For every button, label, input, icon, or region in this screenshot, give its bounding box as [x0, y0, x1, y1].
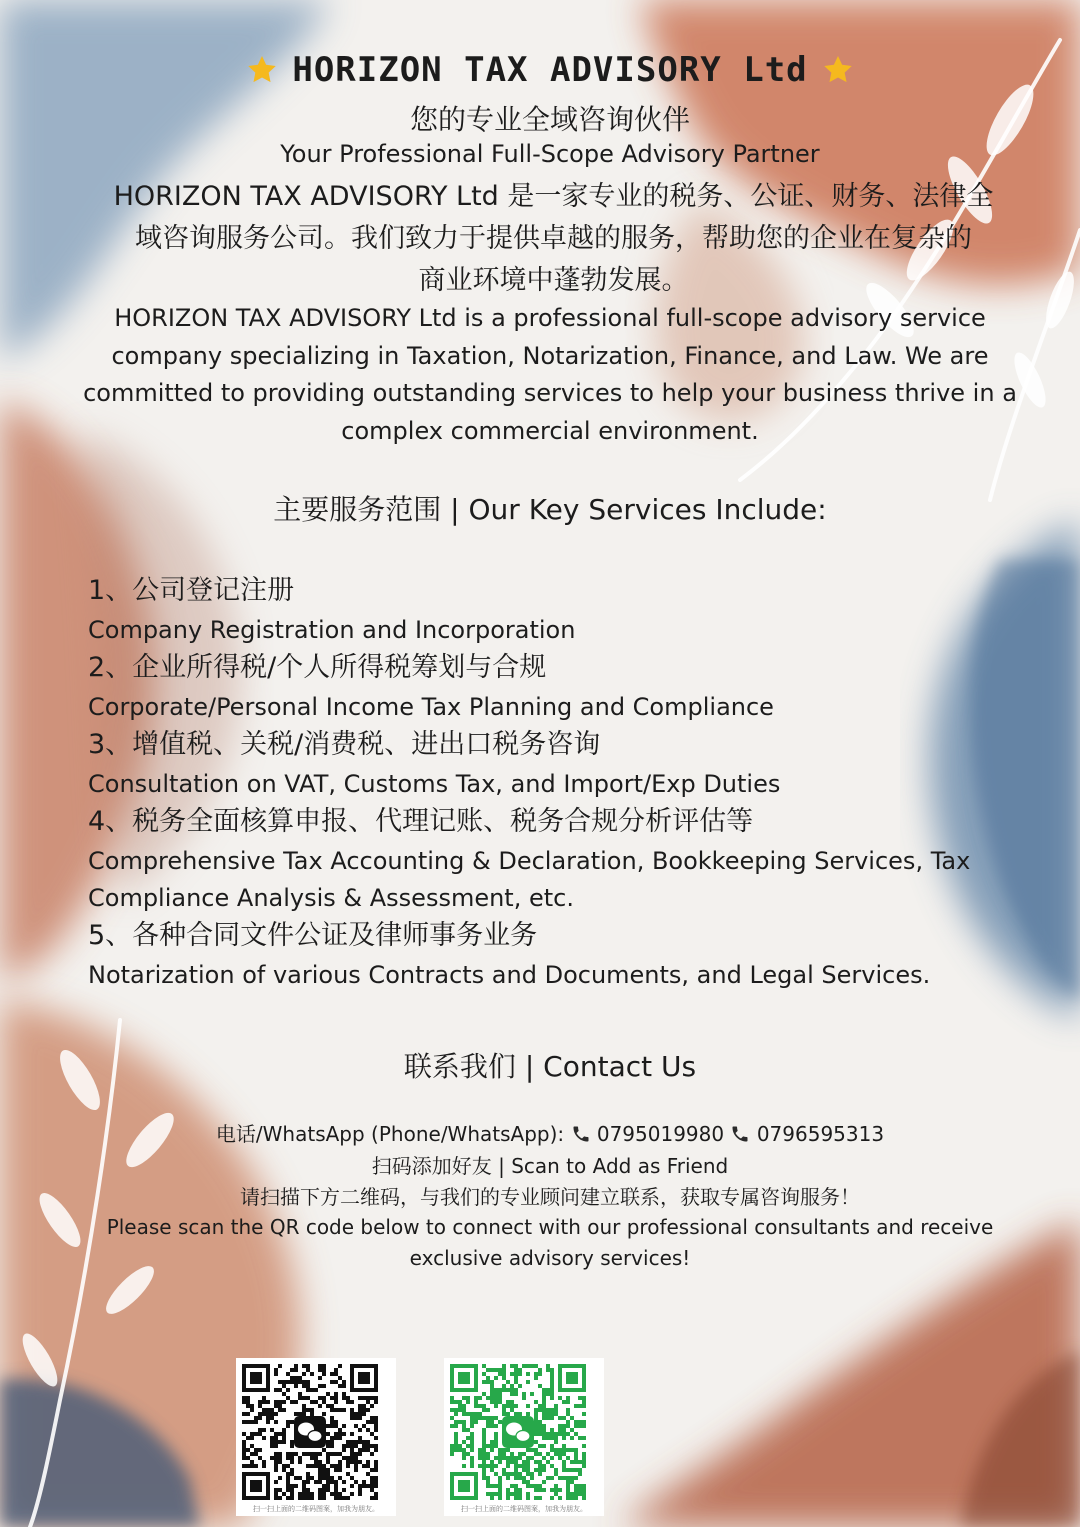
subtitle-english: Your Professional Full-Scope Advisory Partner: [280, 140, 820, 168]
company-title: [80, 50, 1020, 90]
service-title-cn: 5、各种合同文件公证及律师事务业务: [88, 920, 538, 951]
service-item: [88, 917, 1008, 994]
service-item: [88, 726, 1008, 803]
service-title-en: Notarization of various Contracts and Documents, and Legal Services.: [88, 961, 931, 989]
phone-line: [80, 1118, 1020, 1147]
service-title-cn: 2、企业所得税/个人所得税筹划与合规: [88, 652, 547, 683]
phone-number[interactable]: 0795019980: [596, 1122, 725, 1146]
service-title-cn: 4、税务全面核算申报、代理记账、税务合规分析评估等: [88, 806, 754, 837]
qr-caption: 扫一扫上面的二维码图案，加我为朋友。: [253, 1505, 379, 1513]
intro-chinese: [86, 176, 1021, 302]
intro-chinese-line: 商业环境中蓬勃发展。: [418, 265, 689, 296]
subtitle-chinese: 您的专业全域咨询伙伴: [409, 103, 690, 136]
service-title-en: Consultation on VAT, Customs Tax, and Import/Exp Duties: [88, 770, 781, 798]
service-title-cn: 1、公司登记注册: [88, 575, 295, 606]
scan-label: 扫码添加好友 | Scan to Add as Friend: [371, 1154, 729, 1178]
intro-chinese-line: HORIZON TAX ADVISORY Ltd 是一家专业的税务、公证、财务、法律全: [113, 181, 994, 212]
service-title-cn: 3、增值税、关税/消费税、进出口税务咨询: [88, 729, 601, 760]
qr-code[interactable]: [450, 1364, 586, 1500]
service-title-en: Comprehensive Tax Accounting & Declaration, Bookkeeping Services, Tax Compliance Analysis & Assessment, etc.: [88, 847, 971, 912]
qr-code-card[interactable]: [236, 1358, 396, 1516]
services-list: [88, 572, 1008, 994]
qr-code-card[interactable]: [444, 1358, 604, 1516]
scan-instruction-en: Please scan the QR code below to connect with our professional consultants and receive exclusive advisory services!: [106, 1215, 994, 1270]
qr-code[interactable]: [242, 1364, 378, 1500]
contact-heading: 联系我们 | Contact Us: [403, 1050, 697, 1083]
intro-english: HORIZON TAX ADVISORY Ltd is a professional full-scope advisory service company specializing in Taxation, Notarization, Finance, and Law. We are committed to providing outstanding services to help your business thrive in a complex commercial environment.: [83, 304, 1017, 445]
star-icon: [822, 54, 854, 86]
phone-label: 电话/WhatsApp (Phone/WhatsApp):: [215, 1122, 565, 1146]
service-item: [88, 803, 1008, 917]
services-heading: 主要服务范围 | Our Key Services Include:: [273, 493, 827, 526]
telephone-icon: [571, 1124, 591, 1144]
service-title-en: Company Registration and Incorporation: [88, 616, 576, 644]
wechat-icon: [294, 1416, 326, 1448]
service-item: [88, 572, 1008, 649]
qr-caption: 扫一扫上面的二维码图案，加我为朋友。: [461, 1505, 587, 1513]
scan-instruction-cn: 请扫描下方二维码，与我们的专业顾问建立联系，获取专属咨询服务！: [240, 1185, 860, 1209]
service-title-en: Corporate/Personal Income Tax Planning and Compliance: [88, 693, 774, 721]
phone-number[interactable]: 0796595313: [756, 1122, 885, 1146]
telephone-icon: [730, 1124, 750, 1144]
star-icon: [246, 54, 278, 86]
company-name: HORIZON TAX ADVISORY Ltd: [292, 50, 808, 90]
intro-chinese-line: 域咨询服务公司。我们致力于提供卓越的服务，帮助您的企业在复杂的: [135, 223, 972, 254]
service-item: [88, 649, 1008, 726]
wechat-icon: [502, 1416, 534, 1448]
